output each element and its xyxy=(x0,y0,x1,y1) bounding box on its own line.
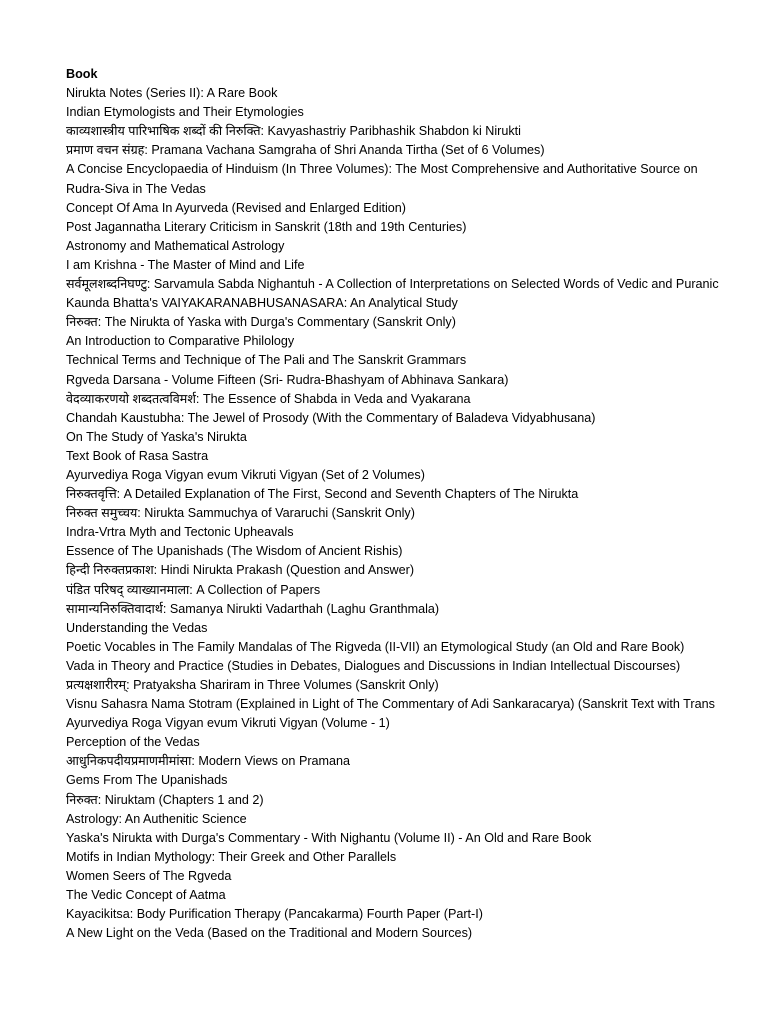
book-title: Chandah Kaustubha: The Jewel of Prosody (With the Commentary of Baladeva Vidyabhusana) xyxy=(66,410,596,425)
book-rows xyxy=(66,84,768,943)
book-title: Rgveda Darsana - Volume Fifteen (Sri- Rudra-Bhashyam of Abhinava Sankara) xyxy=(66,372,509,387)
book-title: काव्यशास्त्रीय पारिभाषिक शब्दों की निरुक्ति: Kavyashastriy Paribhashik Shabdon ki Nirukti xyxy=(66,124,521,139)
book-title: Rudra-Siva in The Vedas xyxy=(66,181,206,196)
book-title: Astronomy and Mathematical Astrology xyxy=(66,238,285,253)
book-title: वेदव्याकरणयो शब्दतत्वविमर्श: The Essence of Shabda in Veda and Vyakarana xyxy=(66,391,471,406)
book-title: Vada in Theory and Practice (Studies in Debates, Dialogues and Discussions in Indian Intellectual Discourses) xyxy=(66,658,681,673)
book-title: सामान्यनिरुक्तिवादार्थ: Samanya Nirukti Vadarthah (Laghu Granthmala) xyxy=(66,601,440,616)
book-title: Ayurvediya Roga Vigyan evum Vikruti Vigyan (Volume - 1) xyxy=(66,716,390,731)
book-title: Kayacikitsa: Body Purification Therapy (Pancakarma) Fourth Paper (Part-I) xyxy=(66,907,483,922)
book-title: Indra-Vrtra Myth and Tectonic Upheavals xyxy=(66,525,294,540)
book-title: प्रत्यक्षशारीरम्: Pratyaksha Shariram in Three Volumes (Sanskrit Only) xyxy=(66,678,439,692)
book-title: Poetic Vocables in The Family Mandalas of The Rigveda (II-VII) an Etymological Study (an Old and Rare Book) xyxy=(66,639,685,654)
book-title: On The Study of Yaska's Nirukta xyxy=(66,429,247,444)
book-title: Perception of the Vedas xyxy=(66,735,200,750)
book-list xyxy=(66,65,768,943)
book-title: The Vedic Concept of Aatma xyxy=(66,888,226,903)
book-title: I am Krishna - The Master of Mind and Life xyxy=(66,257,305,272)
book-title: Concept Of Ama In Ayurveda (Revised and Enlarged Edition) xyxy=(66,200,406,215)
book-title: Ayurvediya Roga Vigyan evum Vikruti Vigyan (Set of 2 Volumes) xyxy=(66,467,425,482)
book-title: Gems From The Upanishads xyxy=(66,773,228,788)
book-title: Indian Etymologists and Their Etymologies xyxy=(66,105,304,120)
book-title: Understanding the Vedas xyxy=(66,620,208,635)
book-title: A Concise Encyclopaedia of Hinduism (In Three Volumes): The Most Comprehensive and Authoritative Source on xyxy=(66,162,698,177)
book-title: Post Jagannatha Literary Criticism in Sanskrit (18th and 19th Centuries) xyxy=(66,219,467,234)
book-title: Kaunda Bhatta's VAIYAKARANABHUSANASARA: An Analytical Study xyxy=(66,296,458,311)
book-title: निरुक्त समुच्चय: Nirukta Sammuchya of Vararuchi (Sanskrit Only) xyxy=(66,506,415,521)
book-title: आधुनिकपदीयप्रमाणमीमांसा: Modern Views on Pramana xyxy=(66,754,351,769)
book-title: An Introduction to Comparative Philology xyxy=(66,334,295,349)
book-title: हिन्दी निरुक्तप्रकाश: Hindi Nirukta Prakash (Question and Answer) xyxy=(66,563,415,578)
book-title: Visnu Sahasra Nama Stotram (Explained in Light of The Commentary of Adi Sankaracarya) (Sanskrit Text with Trans xyxy=(66,697,715,712)
book-title: Yaska's Nirukta with Durga's Commentary - With Nighantu (Volume II) - An Old and Rare Book xyxy=(66,830,592,845)
book-title: Women Seers of The Rgveda xyxy=(66,868,232,883)
book-title: Essence of The Upanishads (The Wisdom of Ancient Rishis) xyxy=(66,544,403,559)
book-title: A New Light on the Veda (Based on the Traditional and Modern Sources) xyxy=(66,926,473,941)
book-title: Astrology: An Authenitic Science xyxy=(66,811,247,826)
book-title: Technical Terms and Technique of The Pali and The Sanskrit Grammars xyxy=(66,353,467,368)
book-title: निरुक्त: Niruktam (Chapters 1 and 2) xyxy=(66,792,264,807)
book-title: सर्वमूलशब्दनिघण्टु: Sarvamula Sabda Nighantuh - A Collection of Interpretations on Selected Words of Vedic and Puranic xyxy=(66,277,719,292)
column-header: Book xyxy=(66,67,98,81)
book-title: Nirukta Notes (Series II): A Rare Book xyxy=(66,86,278,101)
book-title: निरुक्त: The Nirukta of Yaska with Durga's Commentary (Sanskrit Only) xyxy=(66,315,456,330)
book-title: Text Book of Rasa Sastra xyxy=(66,448,209,463)
book-title: Motifs in Indian Mythology: Their Greek and Other Parallels xyxy=(66,849,397,864)
book-title: पंडित परिषद् व्याख्यानमाला: A Collection of Papers xyxy=(66,582,321,597)
book-title: निरुक्तवृत्ति: A Detailed Explanation of The First, Second and Seventh Chapters of The Nirukta xyxy=(66,487,579,502)
book-title: प्रमाण वचन संग्रह: Pramana Vachana Samgraha of Shri Ananda Tirtha (Set of 6 Volumes) xyxy=(66,143,545,158)
